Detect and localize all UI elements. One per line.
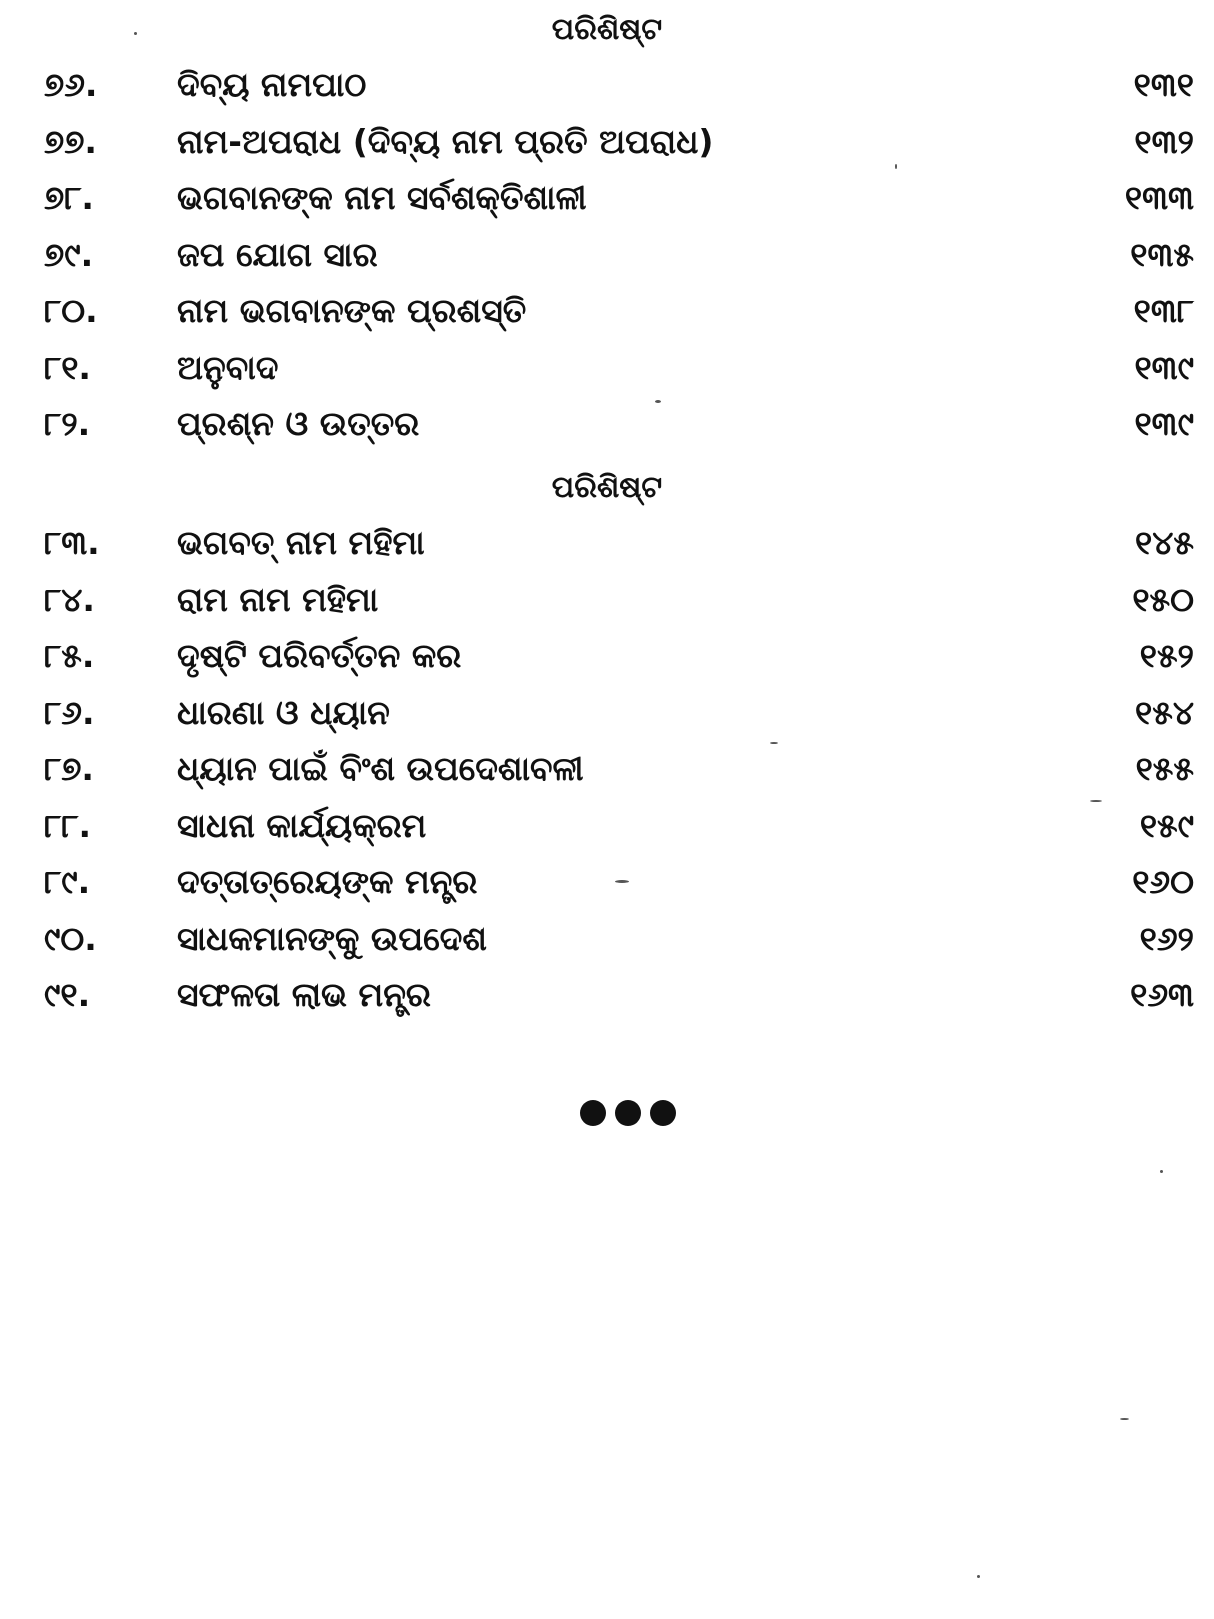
entry-number: ୮୨.: [44, 404, 91, 443]
toc-entry: [0, 396, 1214, 453]
entry-number: ୯୧.: [44, 975, 91, 1014]
toc-entry: [0, 114, 1214, 171]
entry-title: ପ୍ରଶ୍ନ ଓ ଉତ୍ତର: [177, 404, 420, 443]
entry-page-number: ୧୩୯: [1134, 404, 1194, 443]
toc-entry: [0, 967, 1214, 1024]
section-heading: ପରିଶିଷ୍ଟ: [551, 470, 663, 505]
entry-title: ଭଗବତ୍ ନାମ ମହିମା: [177, 523, 425, 562]
entry-page-number: ୧୩୨: [1134, 121, 1194, 161]
ornament-dot: [615, 1100, 641, 1126]
entry-title: ଧ୍ୟାନ ପାଇଁ ବିଂଶ ଉପଦେଶାବଳୀ: [177, 749, 584, 788]
toc-list-section-2: [0, 515, 1214, 1024]
entry-number: ୭୬.: [44, 65, 98, 104]
entry-page-number: ୧୪୫: [1135, 523, 1194, 562]
entry-title: ସାଧନା କାର୍ଯ୍ୟକ୍ରମ: [177, 805, 427, 845]
entry-page-number: ୧୩୯: [1134, 347, 1194, 387]
entry-title: ଭଗବାନଙ୍କ ନାମ ସର୍ବଶକ୍ତିଶାଳୀ: [177, 178, 587, 217]
toc-list-section-1: [0, 57, 1214, 453]
entry-page-number: ୧୬୦: [1132, 862, 1194, 901]
scan-speck: [655, 400, 661, 403]
entry-title: ଅନୁବାଦ: [177, 347, 279, 387]
entry-title: ଦୃଷ୍ଟି ପରିବର୍ତ୍ତନ କର: [177, 636, 462, 675]
toc-entry: [0, 227, 1214, 284]
toc-entry: [0, 798, 1214, 855]
entry-page-number: ୧୫୦: [1132, 579, 1194, 619]
entry-page-number: ୧୬୩: [1130, 975, 1194, 1014]
toc-entry: [0, 515, 1214, 572]
scan-speck: [1120, 1418, 1129, 1420]
entry-title: ସାଧକମାନଙ୍କୁ ଉପଦେଶ: [177, 918, 487, 958]
section-heading: ପରିଶିଷ୍ଟ: [551, 12, 663, 47]
toc-entry: [0, 57, 1214, 114]
toc-entry: [0, 685, 1214, 742]
toc-entry: [0, 340, 1214, 397]
entry-page-number: ୧୫୫: [1135, 749, 1194, 788]
entry-number: ୮୮.: [44, 805, 91, 845]
entry-page-number: ୧୩୧: [1133, 65, 1194, 104]
toc-entry: [0, 911, 1214, 968]
end-ornament: [580, 1100, 676, 1126]
toc-entry: [0, 170, 1214, 227]
scan-speck: [615, 880, 629, 883]
entry-number: ୭୮.: [44, 178, 94, 217]
entry-number: ୮୪.: [44, 579, 95, 619]
entry-number: ୯୦.: [44, 918, 97, 958]
toc-entry: [0, 628, 1214, 685]
scan-speck: [1090, 800, 1102, 802]
entry-title: ଦିବ୍ୟ ନାମପାଠ: [177, 65, 367, 104]
entry-number: ୮୯.: [44, 862, 91, 901]
entry-page-number: ୧୩୩: [1124, 178, 1194, 217]
scan-speck: [134, 32, 137, 35]
entry-number: ୭୯.: [44, 234, 94, 274]
entry-title: ରାମ ନାମ ମହିମା: [177, 579, 379, 619]
toc-entry: [0, 572, 1214, 629]
entry-title: ନାମ-ଅପରାଧ (ଦିବ୍ୟ ନାମ ପ୍ରତି ଅପରାଧ): [177, 121, 714, 161]
entry-number: ୮୩.: [44, 523, 100, 562]
entry-title: ନାମ ଭଗବାନଙ୍କ ପ୍ରଶସ୍ତି: [177, 291, 527, 330]
entry-page-number: ୧୫୪: [1135, 692, 1194, 732]
ornament-dot: [580, 1100, 606, 1126]
entry-title: ଦତ୍ତାତ୍ରେୟଙ୍କ ମନ୍ତ୍ର: [177, 862, 478, 901]
entry-number: ୭୭.: [44, 121, 97, 161]
entry-title: ଧାରଣା ଓ ଧ୍ୟାନ: [177, 692, 390, 732]
entry-title: ସଫଳତା ଲାଭ ମନ୍ତ୍ର: [177, 975, 431, 1014]
toc-entry: [0, 283, 1214, 340]
entry-number: ୮୫.: [44, 636, 95, 675]
toc-entry: [0, 741, 1214, 798]
entry-page-number: ୧୫୯: [1139, 805, 1194, 845]
ornament-dot: [650, 1100, 676, 1126]
entry-number: ୮୭.: [44, 749, 94, 788]
scan-speck: [977, 1575, 980, 1578]
scan-speck: [770, 742, 778, 744]
entry-number: ୮୧.: [44, 347, 91, 387]
entry-page-number: ୧୩୫: [1130, 234, 1194, 274]
entry-page-number: ୧୫୨: [1139, 636, 1194, 675]
scan-speck: [895, 164, 897, 169]
entry-page-number: ୧୬୨: [1139, 918, 1194, 958]
entry-title: ଜପ ଯୋଗ ସାର: [177, 234, 378, 274]
entry-page-number: ୧୩୮: [1133, 291, 1194, 330]
scan-speck: [1160, 1170, 1163, 1173]
entry-number: ୮୬.: [44, 692, 95, 732]
toc-entry: [0, 854, 1214, 911]
entry-number: ୮୦.: [44, 291, 98, 330]
